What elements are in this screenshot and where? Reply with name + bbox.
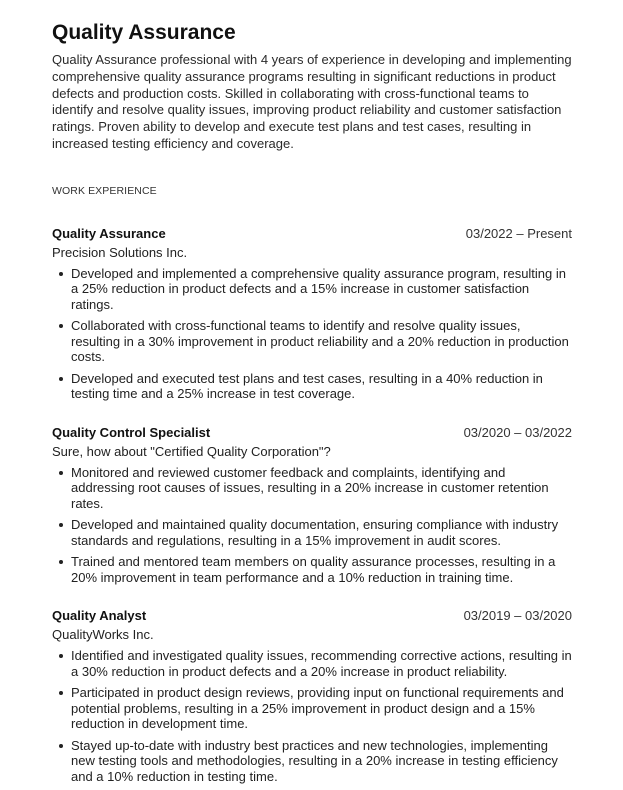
- resume-page: [52, 20, 572, 790]
- company-name: Sure, how about "Certified Quality Corporation"?: [52, 443, 331, 459]
- achievement-item: [52, 738, 572, 785]
- job-header: [52, 608, 572, 624]
- achievement-text: Stayed up-to-date with industry best practices and new technologies, implementing new testing tools and methodologies, resulting in a 20% increase in testing efficiency and a 10% reduction in testing time.: [71, 737, 558, 784]
- achievement-item: [52, 648, 572, 679]
- achievement-text: Developed and executed test plans and test cases, resulting in a 40% reduction in testing time and a 25% increase in test coverage.: [71, 370, 543, 402]
- job-dates: 03/2020 – 03/2022: [463, 424, 572, 440]
- work-experience-heading: WORK EXPERIENCE: [52, 184, 157, 197]
- achievement-text: Trained and mentored team members on quality assurance processes, resulting in a 20% improvement in team performance and a 10% reduction in training time.: [71, 554, 556, 585]
- bullet-icon: [59, 654, 63, 658]
- achievement-item: [52, 318, 572, 365]
- bullet-icon: [59, 523, 63, 527]
- achievement-text: Identified and investigated quality issues, recommending corrective actions, resulting in a 30% reduction in product defects and a 20% increase in product reliability.: [71, 648, 572, 679]
- achievement-text: Developed and implemented a comprehensive quality assurance program, resulting in a 25% reduction in product defects and a 15% increase in customer satisfaction ratings.: [71, 265, 566, 312]
- achievement-item: [52, 371, 572, 402]
- job-header: [52, 226, 572, 242]
- achievement-text: Developed and maintained quality documentation, ensuring compliance with industry standards and regulations, resulting in a 15% improvement in audit scores.: [71, 517, 559, 548]
- job-title: Quality Assurance: [52, 225, 166, 241]
- company-name: QualityWorks Inc.: [52, 627, 154, 643]
- bullet-icon: [59, 272, 63, 276]
- achievement-item: [52, 266, 572, 313]
- job-entry: [52, 425, 572, 586]
- job-dates: 03/2022 – Present: [465, 225, 572, 241]
- professional-summary: Quality Assurance professional with 4 years of experience in developing and implementing comprehensive quality assurance programs resulting in significant reductions in product defects and production costs. Skilled in collaborating with cross-functional teams to identify and resolve quality issues, improving product reliability and customer satisfaction ratings. Proven ability to develop and execute test plans and test cases, resulting in increased testing efficiency and coverage.: [52, 52, 572, 151]
- bullet-icon: [59, 744, 63, 748]
- bullet-icon: [59, 691, 63, 695]
- job-title: Quality Control Specialist: [52, 424, 211, 440]
- job-entry: [52, 608, 572, 784]
- job-entry: [52, 226, 572, 402]
- achievement-list: [52, 266, 572, 402]
- achievement-item: [52, 465, 572, 512]
- achievement-item: [52, 517, 572, 548]
- company-name: Precision Solutions Inc.: [52, 244, 188, 260]
- job-dates: 03/2019 – 03/2020: [463, 608, 572, 624]
- achievement-list: [52, 465, 572, 586]
- bullet-icon: [59, 324, 63, 328]
- bullet-icon: [59, 377, 63, 381]
- achievement-text: Participated in product design reviews, providing input on functional requirements and potential problems, resulting in a 25% improvement in product design and a 15% reduction in development time.: [71, 685, 564, 732]
- bullet-icon: [59, 471, 63, 475]
- achievement-text: Collaborated with cross-functional teams to identify and resolve quality issues, resulting in a 30% improvement in product reliability and a 20% reduction in production costs.: [71, 318, 569, 365]
- achievement-item: [52, 685, 572, 732]
- achievement-text: Monitored and reviewed customer feedback and complaints, identifying and addressing root causes of issues, resulting in a 20% increase in customer retention rates.: [71, 464, 549, 511]
- achievement-list: [52, 648, 572, 784]
- achievement-item: [52, 554, 572, 585]
- job-title: Quality Analyst: [52, 608, 147, 624]
- job-header: [52, 425, 572, 441]
- bullet-icon: [59, 560, 63, 564]
- resume-title: Quality Assurance: [52, 21, 236, 44]
